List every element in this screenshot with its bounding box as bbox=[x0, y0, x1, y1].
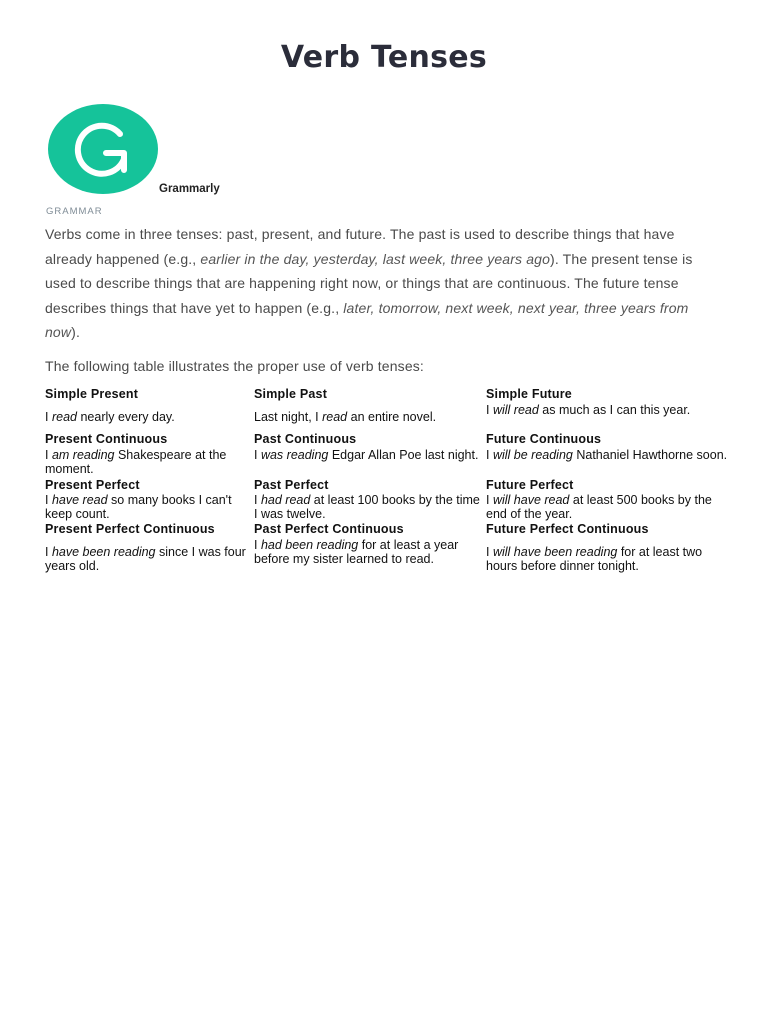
intro-paragraph: Verbs come in three tenses: past, present, and future. The past is used to describe things that have already happened (e.g., earlier in the day, yesterday, last week, three years ago). The present tense is used to describe things that are happening right now, or things that are continuous. The future tense describes things that have yet to happen (e.g., later, tomorrow, next week, next year, three years from now). bbox=[45, 226, 693, 340]
table-lead: The following table illustrates the proper use of verb tenses: bbox=[45, 358, 424, 374]
example-future-perfect-continuous: I will have been reading for at least two hours before dinner tonight. bbox=[486, 545, 703, 573]
header-simple-past: Simple Past bbox=[254, 387, 328, 401]
header-present-perfect-continuous: Present Perfect Continuous bbox=[45, 522, 215, 536]
header-simple-present: Simple Present bbox=[45, 387, 139, 401]
example-past-continuous: I was reading Edgar Allan Poe last night. bbox=[254, 448, 479, 462]
header-past-perfect-continuous: Past Perfect Continuous bbox=[254, 522, 404, 536]
example-present-continuous: I am reading Shakespeare at the moment. bbox=[45, 448, 227, 476]
header-future-perfect: Future Perfect bbox=[486, 478, 574, 492]
example-past-perfect-continuous: I had been reading for at least a year before my sister learned to read. bbox=[254, 538, 459, 566]
example-simple-future: I will read as much as I can this year. bbox=[486, 403, 691, 417]
brand-name: Grammarly bbox=[159, 183, 220, 195]
header-present-perfect: Present Perfect bbox=[45, 478, 140, 492]
header-present-continuous: Present Continuous bbox=[45, 432, 168, 446]
example-future-continuous: I will be reading Nathaniel Hawthorne soon. bbox=[486, 448, 728, 462]
grammarly-logo-icon bbox=[48, 104, 158, 194]
category-label: GRAMMAR bbox=[46, 206, 103, 217]
page-title: Verb Tenses bbox=[280, 40, 488, 75]
example-future-perfect: I will have read at least 500 books by the end of the year. bbox=[486, 493, 712, 521]
header-future-perfect-continuous: Future Perfect Continuous bbox=[486, 522, 649, 536]
example-simple-past: Last night, I read an entire novel. bbox=[254, 410, 437, 424]
header-past-continuous: Past Continuous bbox=[254, 432, 357, 446]
example-past-perfect: I had read at least 100 books by the time I was twelve. bbox=[254, 493, 480, 521]
header-past-perfect: Past Perfect bbox=[254, 478, 329, 492]
header-future-continuous: Future Continuous bbox=[486, 432, 602, 446]
example-simple-present: I read nearly every day. bbox=[45, 410, 175, 424]
example-present-perfect: I have read so many books I can't keep count. bbox=[45, 493, 232, 521]
example-present-perfect-continuous: I have been reading since I was four years old. bbox=[45, 545, 246, 573]
header-simple-future: Simple Future bbox=[486, 387, 572, 401]
